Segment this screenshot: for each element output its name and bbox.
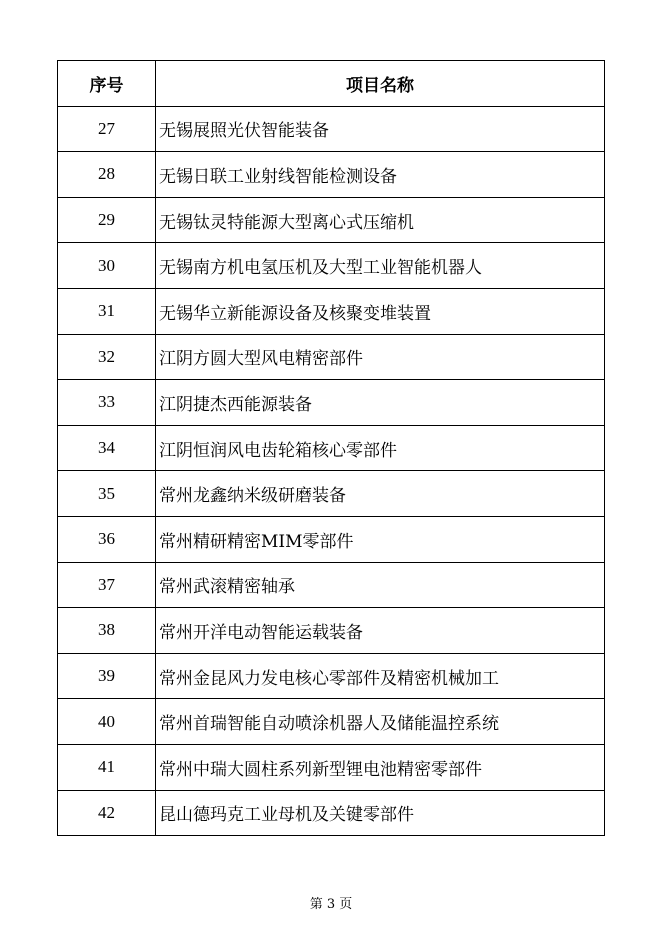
row-number: 39 bbox=[58, 653, 156, 699]
row-number: 32 bbox=[58, 334, 156, 380]
table-row bbox=[58, 471, 605, 517]
row-number: 35 bbox=[58, 471, 156, 517]
row-project-name: 常州中瑞大圆柱系列新型锂电池精密零部件 bbox=[156, 744, 605, 790]
table-row bbox=[58, 288, 605, 334]
table-row bbox=[58, 197, 605, 243]
row-number: 29 bbox=[58, 197, 156, 243]
table-row bbox=[58, 334, 605, 380]
row-number: 31 bbox=[58, 288, 156, 334]
row-number: 37 bbox=[58, 562, 156, 608]
table-row bbox=[58, 380, 605, 426]
row-project-name: 江阴方圆大型风电精密部件 bbox=[156, 334, 605, 380]
table-row bbox=[58, 744, 605, 790]
table-row bbox=[58, 106, 605, 152]
table-row bbox=[58, 516, 605, 562]
row-project-name: 常州武滚精密轴承 bbox=[156, 562, 605, 608]
row-project-name: 江阴捷杰西能源装备 bbox=[156, 380, 605, 426]
row-number: 36 bbox=[58, 516, 156, 562]
page-number: 第 3 页 bbox=[309, 897, 353, 912]
row-project-name: 无锡展照光伏智能装备 bbox=[156, 106, 605, 152]
row-number: 33 bbox=[58, 380, 156, 426]
table-row bbox=[58, 425, 605, 471]
header-project-name: 项目名称 bbox=[156, 61, 605, 107]
row-project-name: 无锡钛灵特能源大型离心式压缩机 bbox=[156, 197, 605, 243]
row-number: 41 bbox=[58, 744, 156, 790]
table-row bbox=[58, 608, 605, 654]
project-table bbox=[57, 60, 605, 836]
table-row bbox=[58, 699, 605, 745]
row-number: 34 bbox=[58, 425, 156, 471]
table-row bbox=[58, 562, 605, 608]
row-project-name: 常州开洋电动智能运载装备 bbox=[156, 608, 605, 654]
row-number: 40 bbox=[58, 699, 156, 745]
row-number: 28 bbox=[58, 152, 156, 198]
table-row bbox=[58, 790, 605, 836]
row-project-name: 无锡华立新能源设备及核聚变堆装置 bbox=[156, 288, 605, 334]
row-number: 30 bbox=[58, 243, 156, 289]
row-project-name: 昆山德玛克工业母机及关键零部件 bbox=[156, 790, 605, 836]
row-project-name: 常州金昆风力发电核心零部件及精密机械加工 bbox=[156, 653, 605, 699]
row-project-name: 常州精研精密MIM零部件 bbox=[156, 516, 605, 562]
row-project-name: 无锡南方机电氢压机及大型工业智能机器人 bbox=[156, 243, 605, 289]
table-row bbox=[58, 152, 605, 198]
table-row bbox=[58, 653, 605, 699]
row-number: 27 bbox=[58, 106, 156, 152]
row-number: 42 bbox=[58, 790, 156, 836]
row-project-name: 常州龙鑫纳米级研磨装备 bbox=[156, 471, 605, 517]
table-row bbox=[58, 243, 605, 289]
row-project-name: 常州首瑞智能自动喷涂机器人及储能温控系统 bbox=[156, 699, 605, 745]
row-number: 38 bbox=[58, 608, 156, 654]
header-number: 序号 bbox=[58, 61, 156, 107]
row-project-name: 无锡日联工业射线智能检测设备 bbox=[156, 152, 605, 198]
table-header-row bbox=[58, 61, 605, 107]
row-project-name: 江阴恒润风电齿轮箱核心零部件 bbox=[156, 425, 605, 471]
